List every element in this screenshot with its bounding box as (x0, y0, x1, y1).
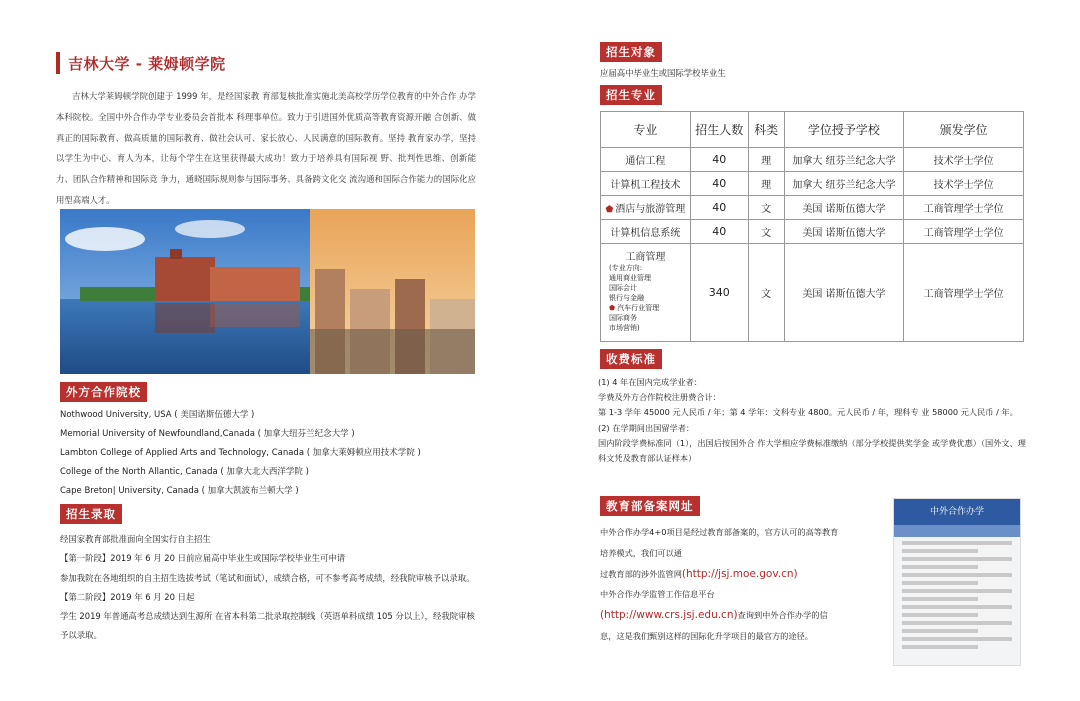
moe-text: 过教育部的涉外监管网 (600, 568, 682, 579)
partner-schools-label: 外方合作院校 (60, 382, 147, 402)
admission-paragraph: 学生 2019 年普通高考总成绩达到生源所 在省本科第二批录取控制线（英语单科成绩 105 分以上），经我院审核予以录取。 (60, 611, 475, 641)
admission-paragraph: 参加我院在各地组织的自主招生选拔考试（笔试和面试），成绩合格，可不参考高考成绩，经我院审核予以录取。 (60, 572, 475, 583)
count-cell: 40 (690, 148, 748, 172)
website-screenshot-line (902, 565, 978, 569)
website-screenshot-line (902, 645, 978, 649)
website-screenshot-line (902, 573, 1012, 577)
university-title (56, 50, 476, 76)
list-item: 通用商业管理 (609, 274, 651, 282)
website-screenshot-nav (894, 525, 1020, 537)
table-row (601, 196, 1024, 220)
major-cell (601, 244, 691, 342)
fee-paragraph: 第 1-3 学年 45000 元人民币 / 年；第 4 学年：文科专业 4800。元人民币 / 年，理科专 业 58000 元人民币 / 年。 (598, 407, 1018, 418)
degree-cell: 技术学士学位 (904, 172, 1024, 196)
school-cell: 加拿大 纽芬兰纪念大学 (784, 172, 904, 196)
moe-section (600, 522, 840, 647)
website-screenshot-line (902, 597, 978, 601)
type-cell: 文 (748, 220, 784, 244)
table-row (601, 220, 1024, 244)
website-screenshot-line (902, 541, 1012, 545)
table-header: 专业 (601, 112, 691, 148)
fee-paragraph: 学费及外方合作院校注册费合计： (598, 392, 721, 403)
major-direction-list (601, 263, 690, 333)
degree-cell: 工商管理学士学位 (904, 220, 1024, 244)
website-screenshot-line (902, 549, 978, 553)
list-item-text: 汽车行业管理 (617, 304, 660, 312)
fee-paragraph: (1) 4 年在国内完成学业者： (598, 377, 702, 387)
website-screenshot-line (902, 637, 1012, 641)
major-cell: 通信工程 (601, 148, 691, 172)
admission-section (60, 503, 480, 646)
list-item: Memorial University of Newfoundland,Canada ( 加拿大纽芬兰纪念大学 ) (60, 429, 355, 439)
table-header: 学位授予学校 (784, 112, 904, 148)
admission-paragraph: 【第一阶段】2019 年 6 月 20 日前应届高中毕业生或国际学校毕业生可申请 (60, 553, 346, 564)
left-column (56, 50, 476, 211)
campus-photo-image (60, 209, 475, 374)
watermark (830, 684, 1050, 698)
count-cell: 40 (690, 196, 748, 220)
table-header: 颁发学位 (904, 112, 1024, 148)
school-cell: 加拿大 纽芬兰纪念大学 (784, 148, 904, 172)
major-cell-text: 工商管理 (625, 252, 666, 263)
website-screenshot-line (902, 621, 1012, 625)
website-screenshot-line (902, 581, 978, 585)
title-accent-bar (56, 52, 60, 74)
campus-photo (60, 209, 475, 374)
website-screenshot-line (902, 605, 1012, 609)
fee-label: 收费标准 (600, 349, 662, 369)
moe-paragraph (600, 564, 840, 585)
type-cell: 文 (748, 196, 784, 220)
list-item (609, 303, 690, 313)
website-screenshot-line (902, 589, 1012, 593)
target-text: 应届高中毕业生或国际学校毕业生 (600, 68, 726, 78)
admission-text (60, 530, 480, 646)
admission-label: 招生录取 (60, 504, 122, 524)
moe-paragraph: 中外合作办学4+0项目是经过教育部备案的，官方认可的高等教育培养模式，我们可以通 (600, 527, 839, 558)
pentagon-icon: ⬟ (609, 304, 616, 312)
fee-paragraph: 国内阶段学费标准同（1），出国后按国外合 作大学相应学费标准缴纳（部分学校提供奖学金 或学费优惠）（国外文、理科文凭及教育部认证样本） (598, 437, 1026, 464)
admission-paragraph: 经国家教育部批准面向全国实行自主招生 (60, 534, 211, 544)
school-cell: 美国 诺斯伍德大学 (784, 220, 904, 244)
major-cell-text: 酒店与旅游管理 (615, 204, 686, 215)
degree-cell: 技术学士学位 (904, 148, 1024, 172)
table-header-row (601, 112, 1024, 148)
moe-paragraph (600, 605, 840, 647)
list-item: 市场营销) (609, 324, 640, 332)
major-label: 招生专业 (600, 85, 662, 105)
partner-schools-list (60, 406, 480, 501)
list-item: 银行与金融 (609, 294, 644, 302)
list-item: 国际商务 (609, 314, 637, 322)
moe-link[interactable]: (http://jsj.moe.gov.cn) (681, 567, 798, 580)
school-cell: 美国 诺斯伍德大学 (784, 196, 904, 220)
type-cell: 理 (748, 148, 784, 172)
website-screenshot-line (902, 613, 978, 617)
table-header: 招生人数 (690, 112, 748, 148)
table-row (601, 172, 1024, 196)
major-cell: 计算机信息系统 (601, 220, 691, 244)
target-label: 招生对象 (600, 42, 662, 62)
table-row (601, 244, 1024, 342)
school-cell: 美国 诺斯伍德大学 (784, 244, 904, 342)
moe-paragraph: 中外合作办学监管工作信息平台 (600, 589, 715, 600)
website-screenshot (893, 498, 1021, 666)
type-cell: 文 (748, 244, 784, 342)
degree-cell: 工商管理学士学位 (904, 196, 1024, 220)
list-item: College of the North Allantic, Canada ( 加拿大北大西洋学院 ) (60, 467, 309, 477)
type-cell: 理 (748, 172, 784, 196)
list-item: Nothwood University, USA ( 美国诺斯伍德大学 ) (60, 410, 255, 420)
major-cell (601, 196, 691, 220)
list-item: Lambton College of Applied Arts and Technology, Canada ( 加拿大莱姆顿应用技术学院 ) (60, 448, 421, 458)
website-screenshot-line (902, 629, 978, 633)
admission-paragraph: 【第二阶段】2019 年 6 月 20 日起 (60, 591, 195, 602)
majors-table (600, 111, 1024, 342)
degree-cell: 工商管理学士学位 (904, 244, 1024, 342)
fee-section (598, 375, 1026, 466)
list-item: 国际会计 (609, 284, 637, 292)
university-title-text: 吉林大学 - 莱姆顿学院 (68, 54, 226, 73)
table-row (601, 148, 1024, 172)
website-screenshot-title: 中外合作办学 (894, 499, 1020, 525)
list-item: Cape Breton| University, Canada ( 加拿大凯波布兰顿大学 ) (60, 486, 299, 496)
table-header: 科类 (748, 112, 784, 148)
partner-schools-section (60, 381, 480, 501)
moe-label: 教育部备案网址 (600, 496, 700, 516)
count-cell: 40 (690, 220, 748, 244)
pentagon-icon: ⬟ (605, 205, 614, 215)
list-item: (专业方向: (609, 264, 643, 272)
fee-paragraph: (2) 在学期间出国留学者： (598, 422, 695, 433)
count-cell: 40 (690, 172, 748, 196)
major-cell: 计算机工程技术 (601, 172, 691, 196)
moe-text: 查询到中外合作办学的信息，这是我们甄别这样的国际化升学项目的最官方的途径。 (600, 610, 828, 641)
intro-paragraph: 吉林大学莱姆顿学院创建于 1999 年，是经国家教 育部复核批准实施北美高校学历学位教育的中外合作 办学本科院校。全国中外合作办学专业委员会首批本 科理事单位。致力于引进国外优质高等教育资源开融 合创新、做真正的国际教育、做高质量的国际教育、做社会认可、家长放心、人民满意的国际教育。坚持 教育家办学，坚持以学生为中心、育人为本，让每个学生在这里获得最大成功！致力于培养具有国际视 野、批判性思维、创新能力、团队合作精神和国际竞 争力，通晓国际规则参与国际事务、具备跨文化交 流沟通和国际合作能力的国际化应用型高端人才。 (56, 91, 476, 205)
crs-link[interactable]: (http://www.crs.jsj.edu.cn) (600, 609, 738, 622)
count-cell: 340 (690, 244, 748, 342)
website-screenshot-line (902, 557, 1012, 561)
